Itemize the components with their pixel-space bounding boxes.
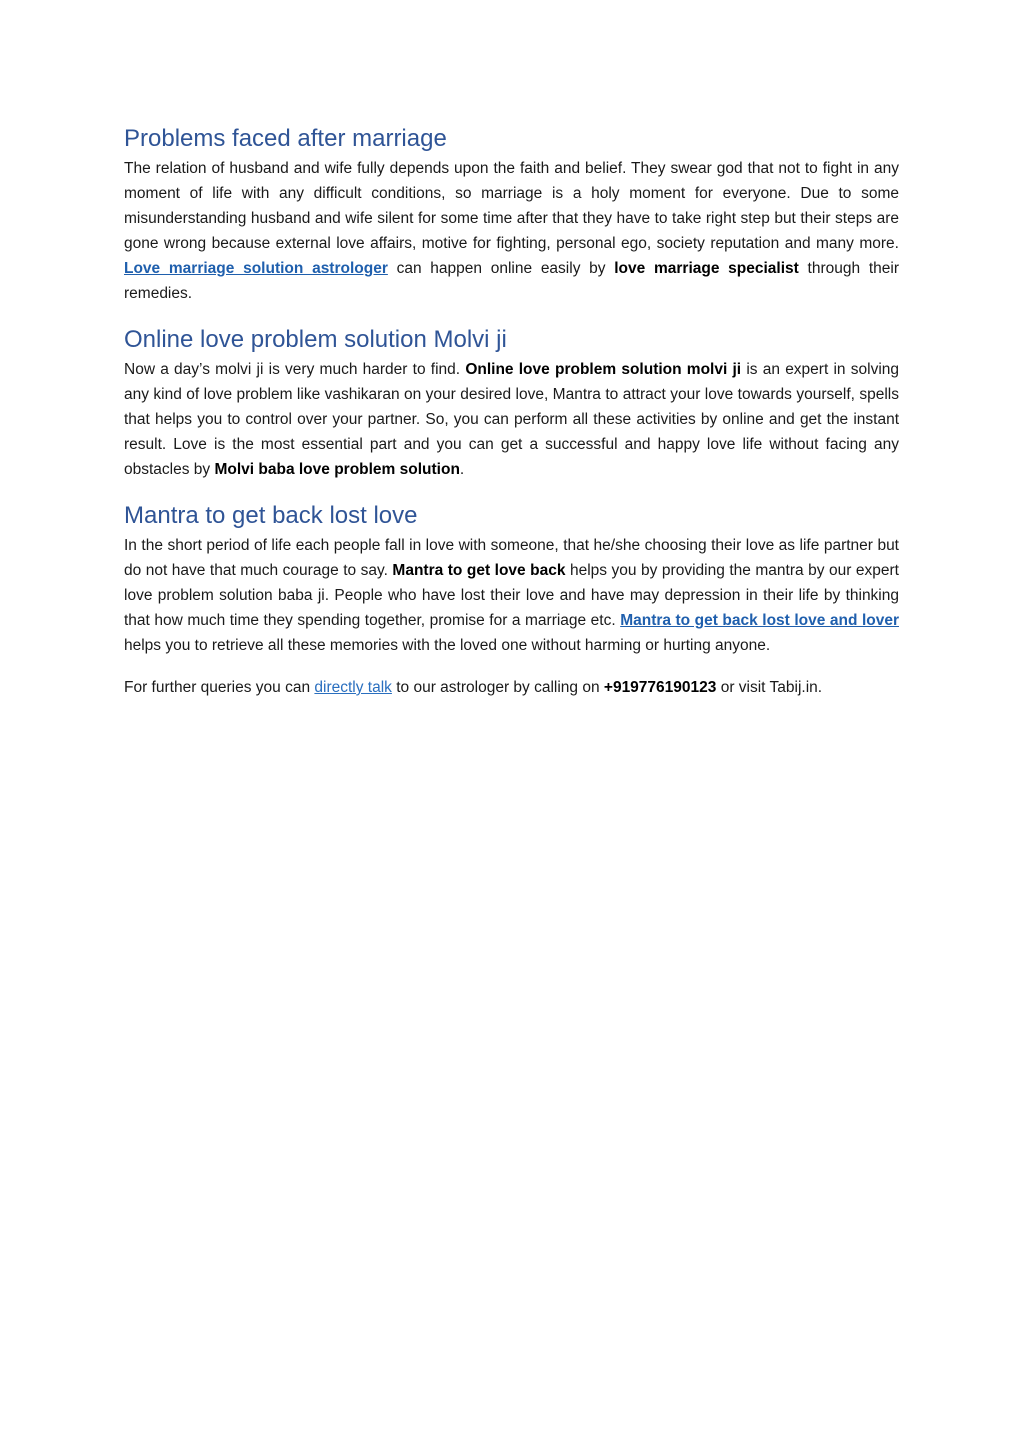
text-run: can happen online easily by [387,260,615,277]
document-page [124,122,899,700]
section-problems-after-marriage [124,122,899,306]
section-online-love-problem-solution [124,323,899,482]
text-run: or visit Tabij.in. [716,679,823,696]
love-marriage-solution-astrologer-link[interactable]: Love marriage solution astrologer [124,260,388,277]
section-mantra-lost-love [124,499,899,658]
phone-number: +919776190123 [603,679,717,696]
text-run: Now a day’s molvi ji is very much harder to find. [124,361,466,378]
bold-phrase: Molvi baba love problem solution [214,461,460,478]
section-heading: Online love problem solution Molvi ji [124,326,507,353]
text-run: helps you by providing the mantra by our expert love problem solution baba ji. People who have lost their love and have may depression in their life by thinking that how much time they spending together, promise for a marriage etc. [124,562,899,629]
section-paragraph [124,533,899,658]
section-heading: Mantra to get back lost love [124,502,418,529]
text-run: For further queries you can [124,679,315,696]
text-run: . [459,461,465,478]
section-paragraph [124,156,899,306]
bold-phrase: Mantra to get love back [392,562,566,579]
bold-phrase: Online love problem solution molvi ji [465,361,742,378]
text-run: through their remedies. [124,260,899,302]
text-run: helps you to retrieve all these memories with the loved one without harming or hurting anyone. [124,637,771,654]
contact-paragraph [124,675,899,700]
text-run: The relation of husband and wife fully depends upon the faith and belief. They swear god that not to fight in any moment of life with any difficult conditions, so marriage is a holy moment for everyone. Due to some misunderstanding husband and wife silent for some time after that they have to take right step but their steps are gone wrong because external love affairs, motive for fighting, personal ego, society reputation and many more. [124,160,899,252]
text-run: to our astrologer by calling on [391,679,604,696]
text-run: In the short period of life each people fall in love with someone, that he/she choosing their love as life partner but do not have that much courage to say. [124,537,899,579]
text-run: is an expert in solving any kind of love problem like vashikaran on your desired love, Mantra to attract your love towards yourself, spells that helps you to control over your partner. So, you can perform all these activities by online and get the instant result. Love is the most essential part and you can get a successful and happy love life without facing any obstacles by [124,361,900,478]
mantra-lost-love-link[interactable]: Mantra to get back lost love and lover [620,612,899,629]
section-paragraph [124,357,899,482]
directly-talk-link[interactable]: directly talk [314,679,392,696]
bold-phrase: love marriage specialist [614,260,799,277]
section-heading: Problems faced after marriage [124,125,447,152]
